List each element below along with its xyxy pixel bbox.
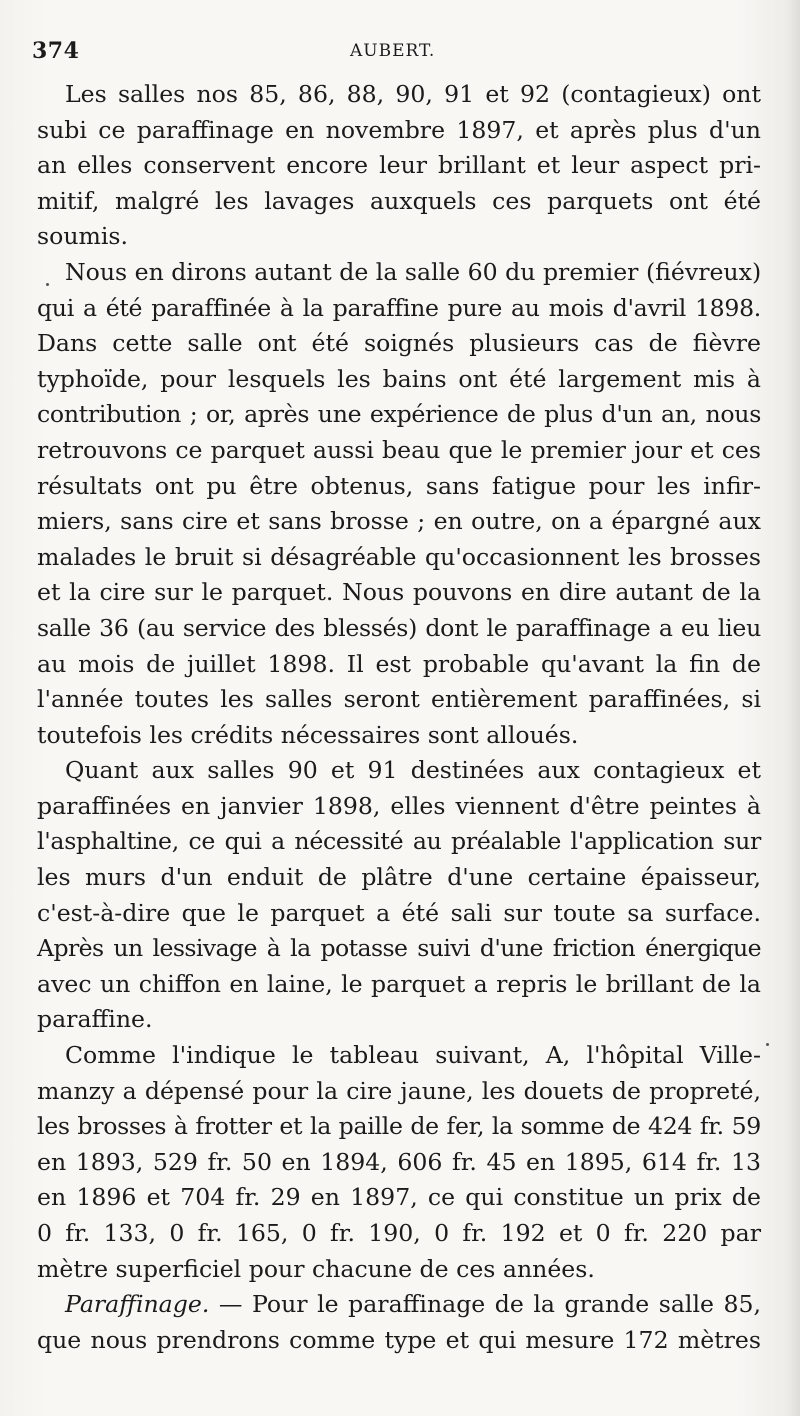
text-line: 0 fr. 133, 0 fr. 165, 0 fr. 190, 0 fr. 192 et 0 fr. 220 par [37, 1219, 761, 1247]
body-text [37, 77, 761, 1358]
text-line: manzy a dépensé pour la cire jaune, les douets de propreté, [37, 1076, 761, 1105]
text-line: au mois de juillet 1898. Il est probable qu'avant la fin de [37, 649, 761, 678]
text-line: paraffine. [37, 1005, 153, 1034]
text-line: toutefois les crédits nécessaires sont alloués. [37, 720, 579, 749]
section-heading-italic: Paraffinage. [65, 1290, 210, 1319]
text-line: en 1893, 529 fr. 50 en 1894, 606 fr. 45 en 1895, 614 fr. 13 [37, 1147, 761, 1176]
text-line: les brosses à frotter et la paille de fer, la somme de 424 fr. 59 [37, 1112, 761, 1141]
text-line: contribution ; or, après une expérience de plus d'un an, nous [37, 400, 761, 429]
text-line: retrouvons ce parquet aussi beau que le premier jour et ces [37, 435, 761, 464]
text-line: et la cire sur le parquet. Nous pouvons en dire autant de la [37, 578, 761, 607]
text-line: typhoïde, pour lesquels les bains ont été largement mis à [37, 364, 761, 393]
text-line: paraffinées en janvier 1898, elles viennent d'être peintes à [37, 791, 761, 820]
text-line: en 1896 et 704 fr. 29 en 1897, ce qui constitue un prix de [37, 1183, 761, 1212]
text-line: Les salles nos 85, 86, 88, 90, 91 et 92 (contagieux) ont [65, 80, 761, 108]
text-line: c'est-à-dire que le parquet a été sali sur toute sa surface. [37, 898, 761, 927]
text-line-rest: — Pour le paraffinage de la grande salle 85, [218, 1290, 761, 1319]
text-line: l'asphaltine, ce qui a nécessité au préalable l'application sur [37, 827, 761, 856]
text-line: salle 36 (au service des blessés) dont le paraffinage a eu lieu [37, 613, 761, 642]
text-line: résultats ont pu être obtenus, sans fatigue pour les infir- [37, 471, 761, 500]
text-line: Dans cette salle ont été soignés plusieurs cas de fièvre [37, 329, 761, 358]
text-line: les murs d'un enduit de plâtre d'une certaine épaisseur, [37, 863, 761, 892]
text-line: malades le bruit si désagréable qu'occasionnent les brosses [37, 542, 761, 571]
text-line: que nous prendrons comme type et qui mesure 172 mètres [37, 1325, 761, 1354]
page-header [32, 38, 762, 78]
text-line: qui a été paraffinée à la paraffine pure au mois d'avril 1898. [37, 293, 761, 322]
page-number: 374 [32, 38, 80, 64]
page-edge-shadow [786, 0, 800, 1416]
text-line: soumis. [37, 222, 129, 251]
text-line: Quant aux salles 90 et 91 destinées aux contagieux et [65, 756, 761, 785]
running-head: AUBERT. [350, 41, 436, 61]
print-speck [766, 1043, 769, 1046]
text-line: mètre superficiel pour chacune de ces années. [37, 1254, 595, 1283]
text-line: Après un lessivage à la potasse suivi d'une friction énergique [37, 934, 761, 963]
text-line: subi ce paraffinage en novembre 1897, et après plus d'un [37, 115, 761, 144]
text-line: Nous en dirons autant de la salle 60 du premier (fiévreux) [65, 257, 762, 286]
text-line: l'année toutes les salles seront entièrement paraffinées, si [37, 685, 761, 714]
text-line: avec un chiffon en laine, le parquet a repris le brillant de la [37, 969, 761, 998]
text-line: Comme l'indique le tableau suivant, A, l'hôpital Ville- [65, 1041, 761, 1070]
text-line: mitif, malgré les lavages auxquels ces parquets ont été [37, 186, 761, 215]
print-speck [46, 283, 49, 286]
text-line: an elles conservent encore leur brillant et leur aspect pri- [37, 151, 761, 180]
text-line-with-heading [37, 1287, 761, 1323]
text-line: miers, sans cire et sans brosse ; en outre, on a épargné aux [37, 507, 761, 536]
